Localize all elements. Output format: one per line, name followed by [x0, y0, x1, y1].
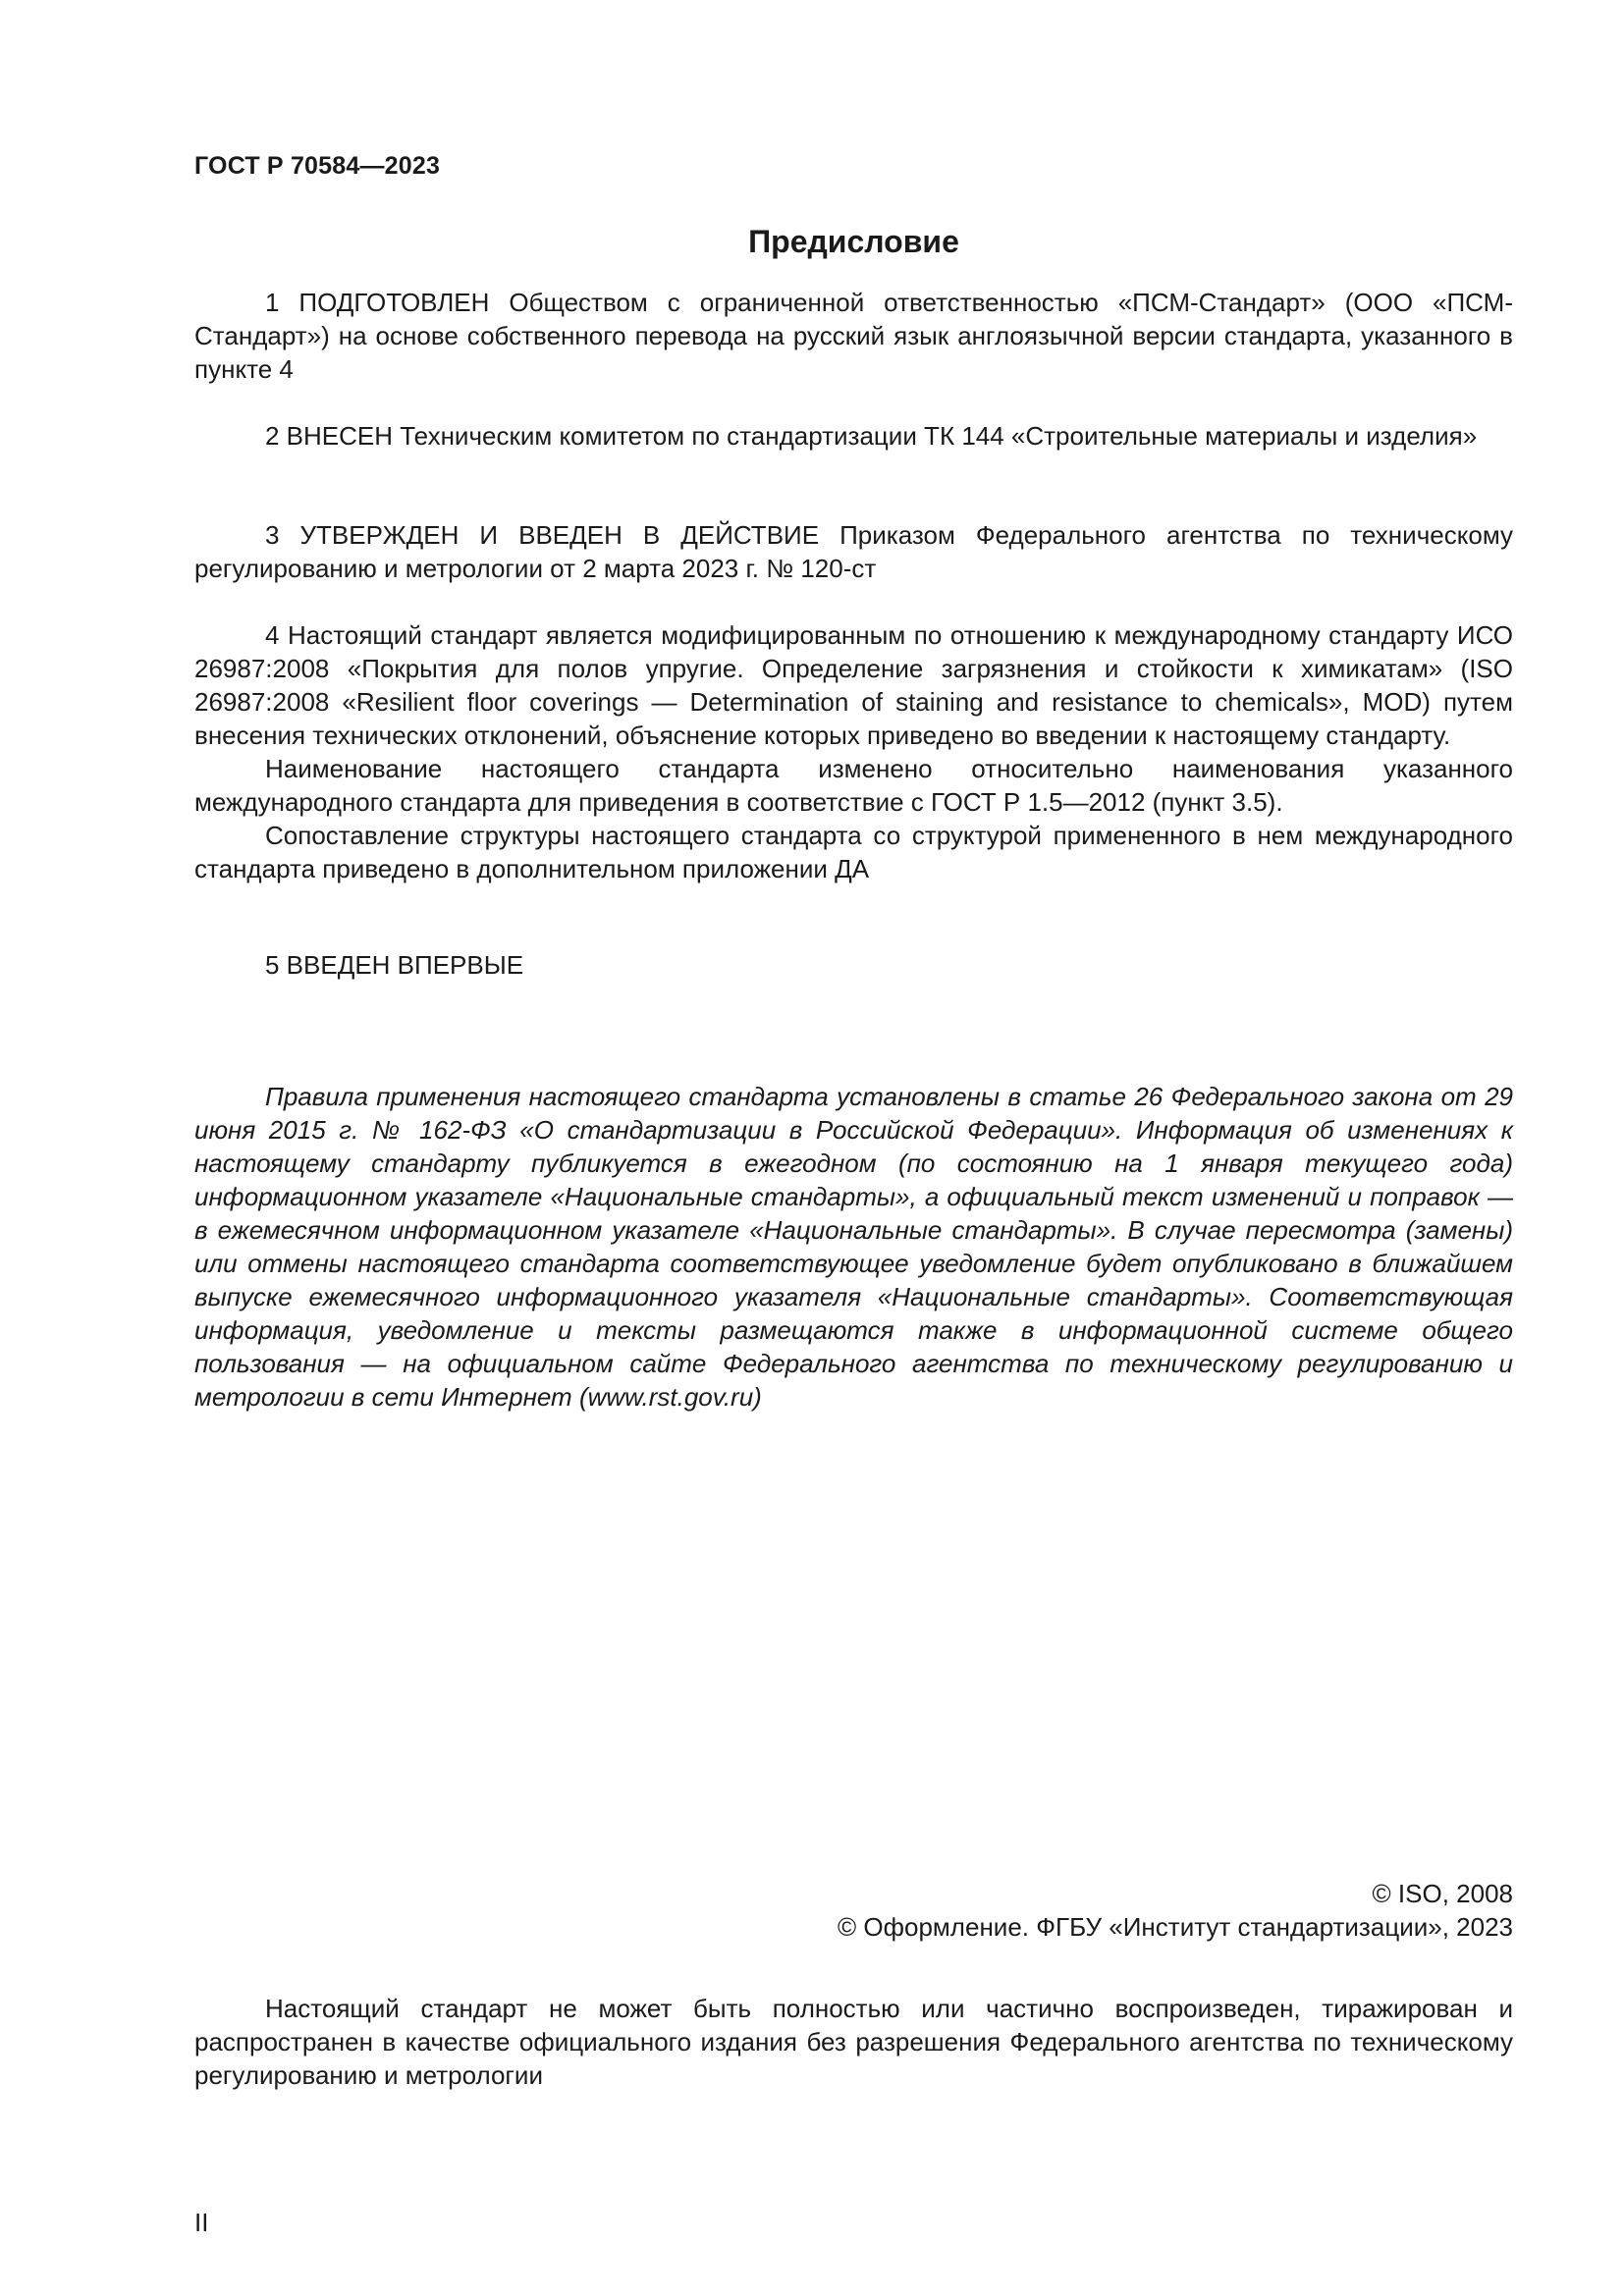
foreword-item-4-title-note: Наименование настоящего стандарта изменено относительно наименования указанного международного стандарта для приведения в соответствие с ГОСТ Р 1.5—2012 (пункт 3.5). — [194, 754, 1513, 817]
application-rules-text: Правила применения настоящего стандарта установлены в статье 26 Федерального закона от 29 июня 2015 г. № 162-ФЗ «О стандартизации в Российской Федерации». Информация об изменениях к настоящему стандарту публикуется в ежегодном (по состоянию на 1 января текущего года) информационном указателе «Национальные стандарты», а официальный текст изменений и поправок — в ежемесячном информационном указателе «Национальные стандарты». В случае пересмотра (замены) или отмены настоящего стандарта соответствующее уведомление будет опубликовано в ближайшем выпуске ежемесячного информационного указателя «Национальные стандарты». Соответствующая информация, уведомление и тексты размещаются также в информационной системе общего пользования — на официальном сайте Федерального агентства по техническому регулированию и метрологии в сети Интернет (www.rst.gov.ru) — [194, 1082, 1513, 1412]
foreword-item-4-structure-note: Сопоставление структуры настоящего стандарта со структурой примененного в нем международного стандарта приведено в дополнительном приложении ДА — [194, 821, 1513, 883]
reproduction-notice-text: Настоящий стандарт не может быть полностью или частично воспроизведен, тиражирован и распространен в качестве официального издания без разрешения Федерального агентства по техническому регулированию и метрологии — [194, 1994, 1513, 2090]
copyright-iso: © ISO, 2008 — [1372, 1879, 1513, 1908]
page-title: Предисловие — [748, 224, 959, 259]
foreword-item-1 — [194, 286, 1513, 386]
foreword-item-3 — [194, 518, 1513, 585]
reproduction-notice — [194, 1992, 1513, 2092]
page-number: II — [194, 2208, 209, 2237]
foreword-item-4-text: 4 Настоящий стандарт является модифицированным по отношению к международному стандарту ИСО 26987:2008 «Покрытия для полов упругие. Определение загрязнения и стойкости к химикатам» (ISO 26987:2008 «Resilient floor coverings — Determination of staining and resistance to chemicals», MOD) путем внесения технических отклонений, объяснение которых приведено во введении к настоящему стандарту. — [194, 620, 1513, 750]
foreword-item-4 — [194, 618, 1513, 885]
foreword-item-2 — [194, 419, 1513, 453]
foreword-item-2-text: 2 ВНЕСЕН Техническим комитетом по стандартизации ТК 144 «Строительные материалы и изделия» — [265, 421, 1478, 451]
copyright-design: © Оформление. ФГБУ «Институт стандартизации», 2023 — [838, 1912, 1513, 1942]
document-code-header: ГОСТ Р 70584—2023 — [194, 152, 441, 180]
foreword-item-1-text: 1 ПОДГОТОВЛЕН Обществом с ограниченной ответственностью «ПСМ-Стандарт» (ООО «ПСМ-Стандарт») на основе собственного перевода на русский язык англоязычной версии стандарта, указанного в пункте 4 — [194, 288, 1513, 384]
application-rules-note — [194, 1080, 1513, 1414]
foreword-item-3-text: 3 УТВЕРЖДЕН И ВВЕДЕН В ДЕЙСТВИЕ Приказом Федерального агентства по техническому регулированию и метрологии от 2 марта 2023 г. № 120-ст — [194, 520, 1513, 583]
foreword-item-5-text: 5 ВВЕДЕН ВПЕРВЫЕ — [265, 950, 524, 980]
foreword-item-5 — [194, 948, 1513, 982]
